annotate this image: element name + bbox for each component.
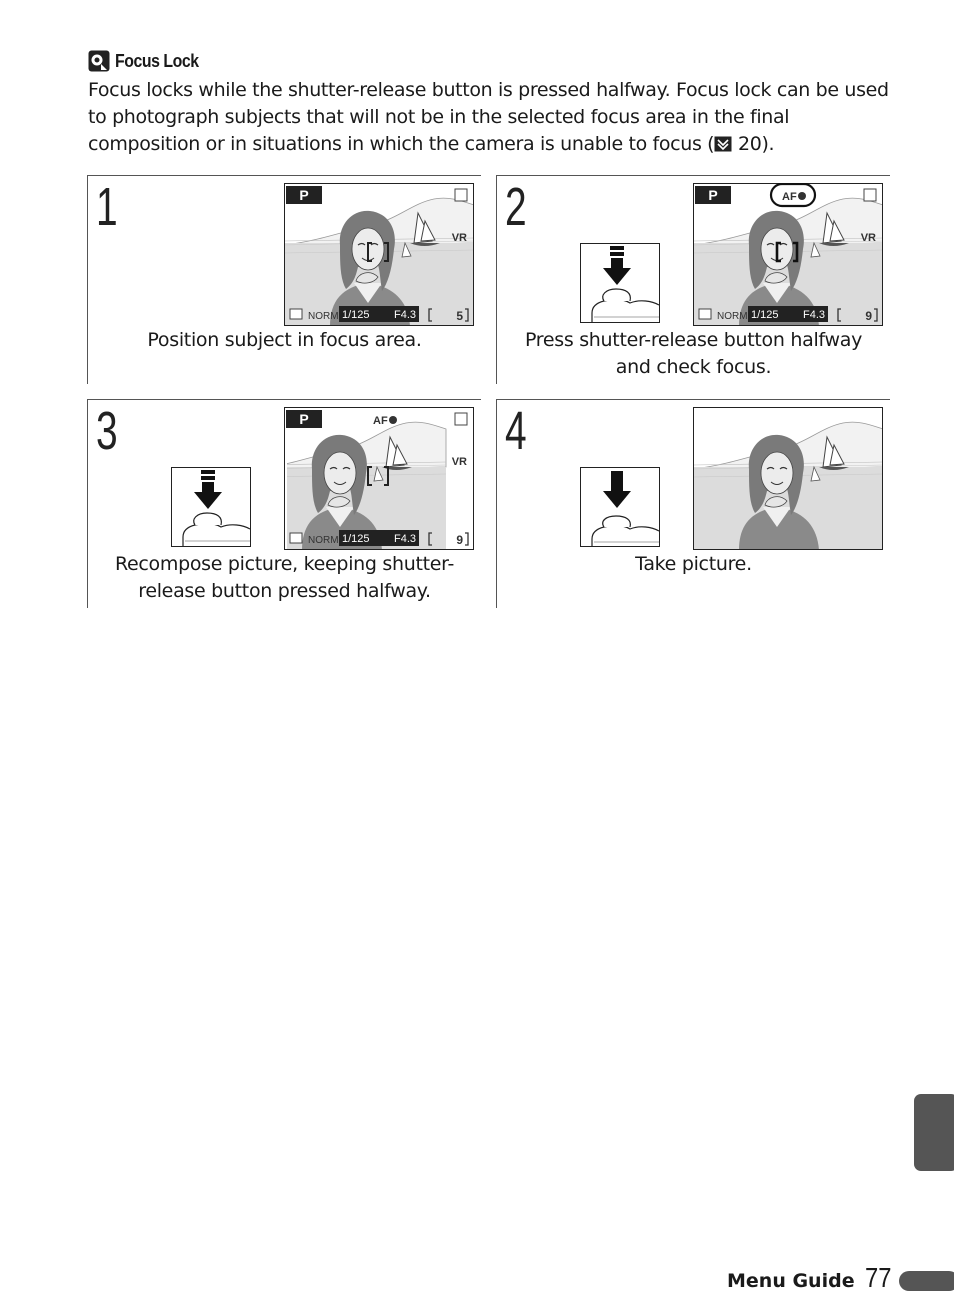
svg-text:VR: VR [860,232,876,244]
step-3 [87,399,481,608]
svg-text:NORM: NORM [308,535,339,546]
shutter-full-press-hand-icon [580,467,660,547]
step-caption: Press shutter-release button halfway and check focus. [524,329,863,378]
svg-text:F4.3: F4.3 [394,309,417,321]
focus-lock-mode-icon [88,50,110,72]
svg-text:1/125: 1/125 [751,309,779,321]
svg-text:P: P [708,187,718,203]
chapter-index-tab [914,1094,954,1171]
shutter-half-press-hand-icon [580,243,660,323]
step-number: 2 [505,177,527,237]
step-1 [87,175,481,384]
intro-paragraph [88,77,900,158]
lcd-monitor-preview [284,183,474,326]
section-title: Focus Lock [115,50,199,71]
step-2 [496,175,890,384]
lcd-monitor-preview [693,183,883,326]
svg-text:F4.3: F4.3 [803,309,826,321]
page-number: 77 [864,1262,892,1293]
svg-text:AF: AF [373,415,388,427]
step-number: 4 [505,401,527,461]
captured-photo [693,407,883,550]
svg-text:1/125: 1/125 [342,309,370,321]
section-heading [88,48,210,74]
svg-text:9: 9 [865,309,872,323]
step-caption: Recompose picture, keeping shutter- release button pressed halfway. [114,553,455,602]
svg-text:1/125: 1/125 [342,533,370,545]
svg-text:9: 9 [456,533,463,547]
footer-tab-marker [899,1271,954,1291]
svg-text:VR: VR [451,232,467,244]
svg-text:5: 5 [456,309,463,323]
lcd-monitor-preview [284,407,474,550]
intro-text: Focus locks while the shutter-release button is pressed halfway. Focus lock can be used to photograph subjects that will not be in the selected focus area in the final composition or in situations in which the camera is unable to focus ( [88,79,889,155]
step-number: 3 [96,401,118,461]
svg-text:AF: AF [782,191,797,203]
step-number: 1 [96,177,118,237]
intro-ref-page[interactable]: 20 [737,133,762,155]
svg-text:P: P [299,411,309,427]
footer-section-label: Menu Guide [727,1270,855,1292]
step-caption: Take picture. [635,553,752,575]
step-caption: Position subject in focus area. [147,329,422,351]
svg-text:NORM: NORM [308,311,339,322]
intro-text-end: ). [761,133,775,155]
page-footer [727,1262,896,1294]
step-4 [496,399,890,608]
shutter-half-press-hand-icon [171,467,251,547]
svg-text:P: P [299,187,309,203]
page-reference-icon[interactable] [714,136,732,152]
svg-text:VR: VR [451,456,467,468]
svg-text:F4.3: F4.3 [394,533,417,545]
svg-text:NORM: NORM [717,311,748,322]
